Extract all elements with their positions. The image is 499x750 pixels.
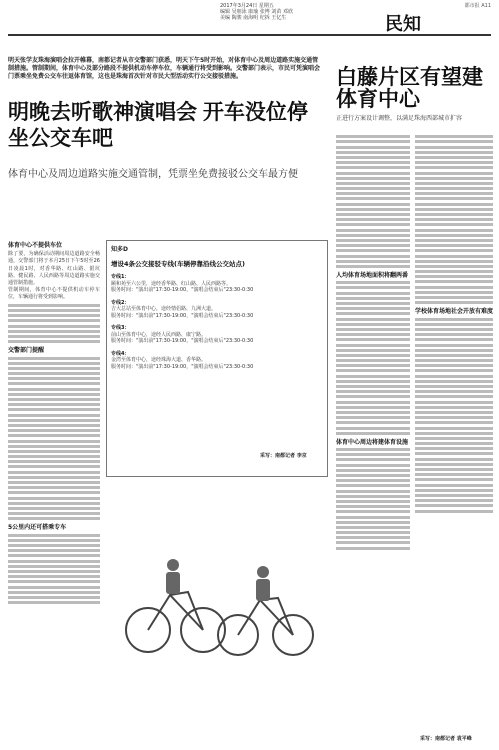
bus-line-time: 服务时间："演出前"17:30-19:00，"演唱会结束后"23:30-0:30 [111,312,254,319]
right-column-1 [336,133,410,552]
box-title: 知多D [111,246,128,253]
bus-line-route: 颐和苑至六公里，途经香华路、红山路、人民西路等。 [111,280,232,287]
bus-line-time: 服务时间："演出前"17:30-19:00，"演唱会结束后"23:30-0:30 [111,363,254,370]
bus-line-item [107,351,327,371]
section-heading: 体育中心周边将建体育设施 [336,438,409,446]
paragraph: 除了要，为确保活动期间周边道路安全畅通，交警部门将于本月25日下午5时至26日凌晨1时，对香华路、红山路、银坑路、健民路、人民西路等周边道路实施交通管制措施。 [8,251,100,287]
section-heading: 5公里内还可搭乘专车 [8,524,67,532]
bus-line-item [107,300,327,320]
section-heading: 体育中心不提供车位 [8,242,63,249]
issue-date: 2017年3月24日 星期五 编辑 吴朋泳 康瑜 张博 刘苗 邓欣 美编 陶骏 南海明 杞拆 王亿生 [220,3,293,21]
bus-line-route: 吉大总站至体育中心，途经情侣路、九洲大道。 [111,306,217,312]
main-headline: 明晚去听歌神演唱会 开车没位停 坐公交车吧 [8,101,308,150]
left-column [8,238,100,606]
bus-line-item [107,325,327,345]
section-heading: 交警部门提醒 [8,347,45,355]
right-headline: 白藤片区有望建体育中心 [336,65,483,111]
bus-line-route: 金湾至体育中心，途经珠海大道、香华路。 [111,357,207,363]
page-tag: 都市报 A11 [464,3,491,9]
lead-paragraph: 明天张学友珠海演唱会拉开帷幕，南都记者从市交警部门获悉，明天下午5时开始，对体育中心及周边道路实施交通管制措施。管制期间，体育中心及部分路段不提供机动车停车位，车辆通行将受到影响。交警部门表示，市民可凭演唱会门票乘坐免费公交车往返体育馆，这也是珠海首次针对市民大型活动实行公交接驳措施。 [8,57,321,80]
bus-line-name: 专线4： [111,350,130,357]
bus-line-item [107,274,327,294]
bus-line-name: 专线1： [111,274,130,280]
sub-headline: 体育中心及周边道路实施交通管制，凭票坐免费接驳公交车最方便 [8,169,298,180]
bus-line-time: 服务时间："演出前"17:30-19:00，"演唱会结束后"23:30-0:30 [111,338,254,344]
bus-line-name: 专线3： [111,325,130,331]
header-rule [8,34,491,36]
section-heading: 人均体育场地面积将翻两番 [336,271,409,279]
byline: 采写：南都记者 李京 [260,453,307,459]
info-box [106,240,328,477]
paragraph: 管制期间，体育中心不提供机动车停车位，车辆通行将受到影响。 [8,287,100,301]
box-subtitle: 增设4条公交接驳专线(车辆停靠沿线公交站点) [111,260,245,268]
bus-line-name: 专线2： [111,299,130,306]
section-title: 民知 [385,14,421,34]
byline: 采写：南都记者 袁平峰 [420,736,472,742]
section-heading: 学校体育场地社会开放有难度 [415,308,494,316]
bus-line-route: 前山至体育中心，途经人民西路、康宁路。 [111,331,207,338]
cyclist-illustration [108,480,324,660]
right-subhead: 正进行方案设计调整，以满足珠海西部城市扩容 [336,115,463,122]
bus-line-time: 服务时间："演出前"17:30-19:00，"演唱会结束后"23:30-0:30 [111,287,254,293]
right-column-2 [415,133,493,515]
